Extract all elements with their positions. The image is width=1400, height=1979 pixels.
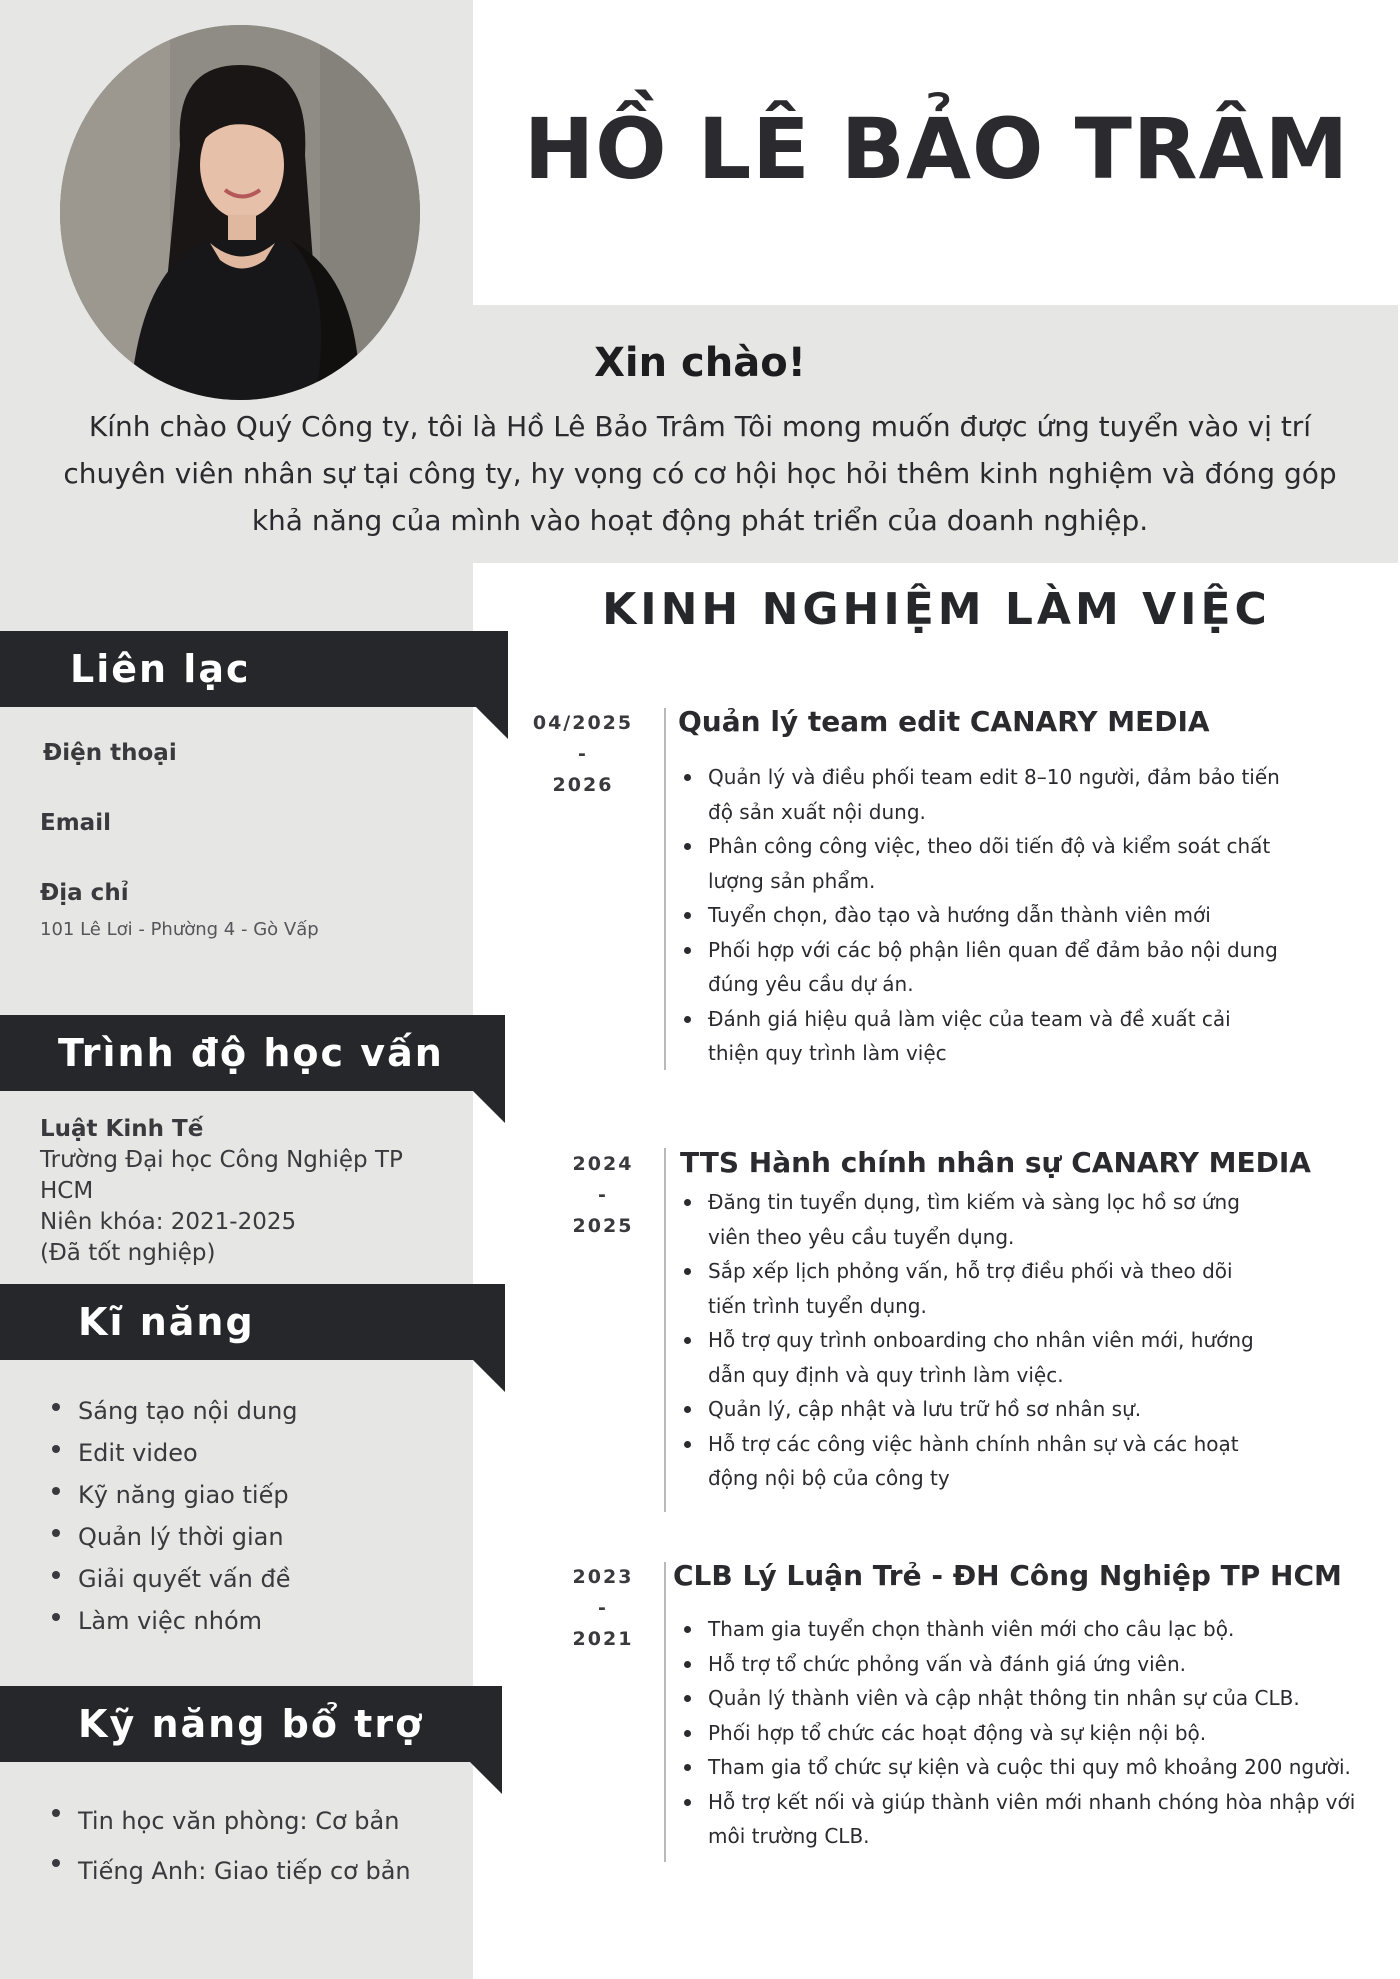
job-bullet: Quản lý và điều phối team edit 8–10 người, đảm bảo tiến độ sản xuất nội dung.	[680, 760, 1280, 829]
extra-skills-heading-label: Kỹ năng bổ trợ	[78, 1702, 424, 1746]
heading-fold	[476, 707, 508, 739]
job-bullet: Sắp xếp lịch phỏng vấn, hỗ trợ điều phối và theo dõi tiến trình tuyển dụng.	[680, 1254, 1270, 1323]
skills-heading-label: Kĩ năng	[78, 1300, 255, 1344]
job-date-separator: -	[598, 1597, 608, 1619]
job-date	[523, 708, 643, 801]
email-label: Email	[40, 810, 111, 836]
job-bullet: Tham gia tổ chức sự kiện và cuộc thi quy mô khoảng 200 người.	[680, 1750, 1360, 1785]
extra-skills-list	[40, 1796, 411, 1896]
experience-heading: KINH NGHIỆM LÀM VIỆC	[602, 584, 1271, 635]
job-bullet: Phối hợp với các bộ phận liên quan để đảm bảo nội dung đúng yêu cầu dự án.	[680, 933, 1280, 1002]
job-bullet: Hỗ trợ tổ chức phỏng vấn và đánh giá ứng viên.	[680, 1647, 1360, 1682]
job-bullet: Hỗ trợ kết nối và giúp thành viên mới nhanh chóng hòa nhập với môi trường CLB.	[680, 1785, 1360, 1854]
job-bullets	[680, 1185, 1270, 1496]
job-date	[543, 1562, 663, 1655]
job-bullets	[680, 760, 1280, 1071]
address-label: Địa chỉ	[40, 880, 129, 906]
job-bullets	[680, 1612, 1360, 1854]
job-date-separator: -	[578, 743, 588, 765]
skill-item: Giải quyết vấn đề	[40, 1558, 298, 1600]
heading-fold	[470, 1762, 502, 1794]
job-date	[543, 1149, 663, 1242]
education-years: Niên khóa: 2021-2025	[40, 1209, 297, 1235]
heading-fold	[473, 1360, 505, 1392]
job-bullet: Hỗ trợ quy trình onboarding cho nhân viên mới, hướng dẫn quy định và quy trình làm việc.	[680, 1323, 1270, 1392]
job-date-end: 2021	[572, 1628, 634, 1650]
skill-item: Quản lý thời gian	[40, 1516, 298, 1558]
skill-item: Edit video	[40, 1432, 298, 1474]
job-bullet: Quản lý thành viên và cập nhật thông tin nhân sự của CLB.	[680, 1681, 1360, 1716]
job-title: TTS Hành chính nhân sự CANARY MEDIA	[680, 1146, 1311, 1179]
job-title: CLB Lý Luận Trẻ - ĐH Công Nghiệp TP HCM	[673, 1559, 1342, 1592]
job-date-separator: -	[598, 1184, 608, 1206]
heading-fold	[473, 1091, 505, 1123]
intro-title: Xin chào!	[594, 340, 806, 386]
job-bullet: Quản lý, cập nhật và lưu trữ hồ sơ nhân sự.	[680, 1392, 1270, 1427]
job-bullet: Đăng tin tuyển dụng, tìm kiếm và sàng lọc hồ sơ ứng viên theo yêu cầu tuyển dụng.	[680, 1185, 1270, 1254]
job-bullet: Tuyển chọn, đào tạo và hướng dẫn thành viên mới	[680, 898, 1280, 933]
job-title: Quản lý team edit CANARY MEDIA	[678, 705, 1210, 738]
timeline-line	[664, 1562, 666, 1862]
job-date-end: 2026	[552, 774, 614, 796]
job-bullet: Đánh giá hiệu quả làm việc của team và đề xuất cải thiện quy trình làm việc	[680, 1002, 1280, 1071]
job-bullet: Phân công công việc, theo dõi tiến độ và kiểm soát chất lượng sản phẩm.	[680, 829, 1280, 898]
skill-item: Sáng tạo nội dung	[40, 1390, 298, 1432]
job-date-start: 04/2025	[532, 712, 634, 734]
contact-heading	[0, 631, 508, 707]
education-block	[40, 1114, 460, 1269]
skills-heading	[0, 1284, 505, 1360]
extra-skill-item: Tiếng Anh: Giao tiếp cơ bản	[40, 1846, 411, 1896]
job-bullet: Hỗ trợ các công việc hành chính nhân sự và các hoạt động nội bộ của công ty	[680, 1427, 1270, 1496]
timeline-line	[664, 1148, 666, 1512]
skill-item: Kỹ năng giao tiếp	[40, 1474, 298, 1516]
candidate-name: HỒ LÊ BẢO TRÂM	[523, 100, 1350, 198]
job-date-end: 2025	[572, 1215, 634, 1237]
job-bullet: Tham gia tuyển chọn thành viên mới cho câu lạc bộ.	[680, 1612, 1360, 1647]
skill-item: Làm việc nhóm	[40, 1600, 298, 1642]
timeline-line	[664, 708, 666, 1070]
job-bullet: Phối hợp tổ chức các hoạt động và sự kiện nội bộ.	[680, 1716, 1360, 1751]
skills-list	[40, 1390, 298, 1642]
education-heading-label: Trình độ học vấn	[58, 1031, 444, 1075]
extra-skill-item: Tin học văn phòng: Cơ bản	[40, 1796, 411, 1846]
intro-text: Kính chào Quý Công ty, tôi là Hồ Lê Bảo Trâm Tôi mong muốn được ứng tuyển vào vị trí chuyên viên nhân sự tại công ty, hy vọng có cơ hội học hỏi thêm kinh nghiệm và đóng góp khả năng của mình vào hoạt động phát triển của doanh nghiệp.	[63, 410, 1337, 537]
address-value: 101 Lê Lơi - Phường 4 - Gò Vấp	[40, 919, 319, 940]
education-heading	[0, 1015, 505, 1091]
job-date-start: 2023	[572, 1566, 634, 1588]
education-school: Trường Đại học Công Nghiệp TP HCM	[40, 1147, 403, 1204]
education-major: Luật Kinh Tế	[40, 1116, 204, 1142]
contact-heading-label: Liên lạc	[70, 647, 251, 691]
job-date-start: 2024	[572, 1153, 634, 1175]
education-status: (Đã tốt nghiệp)	[40, 1240, 216, 1266]
extra-skills-heading	[0, 1686, 502, 1762]
phone-label: Điện thoại	[43, 740, 177, 766]
